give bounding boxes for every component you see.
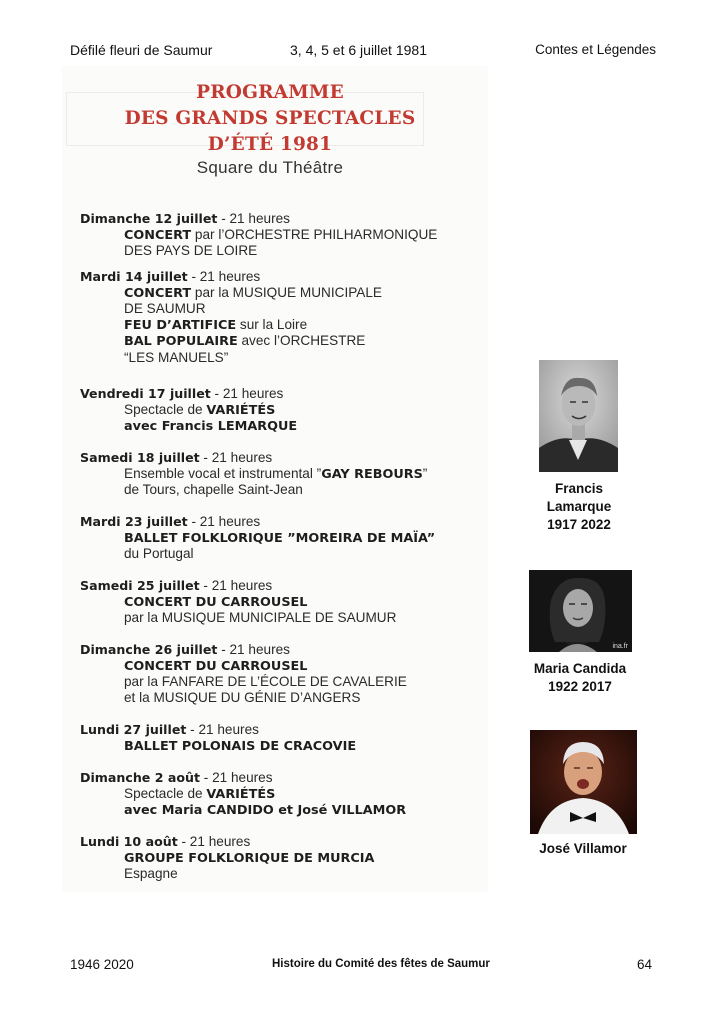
event-date-line [80, 386, 297, 402]
event-detail-line [124, 738, 356, 755]
event-date: Dimanche 26 juillet [80, 642, 218, 657]
event-time: - 21 heures [200, 770, 273, 785]
event-details [80, 285, 382, 366]
event-highlight: GAY REBOURS [321, 466, 423, 482]
event-text: de Tours, chapelle Saint-Jean [124, 482, 303, 497]
caption-line: Francis [554, 481, 604, 496]
portrait-maria-candida [529, 570, 632, 652]
event-time: - 21 heures [199, 450, 273, 465]
event-date: Dimanche 12 juillet [80, 211, 218, 226]
event-date: Samedi 25 juillet [80, 578, 200, 593]
caption-jose-villamor [510, 840, 656, 858]
event-details [80, 594, 396, 626]
event-highlight: VARIÉTÉS [206, 786, 276, 802]
event-details [80, 466, 427, 498]
event-text: par la MUSIQUE MUNICIPALE [191, 284, 382, 300]
event-detail-line [124, 850, 374, 867]
event-text: Ensemble vocal et instrumental ” [124, 465, 322, 481]
event-text: ” [422, 465, 428, 481]
event-date-line [80, 722, 356, 738]
event-highlight: CONCERT DU CARROUSEL [124, 658, 308, 674]
event-time: - 21 heures [186, 722, 259, 737]
event-date-line [80, 642, 407, 658]
event-details [80, 402, 297, 435]
program-title-line-3: D’ÉTÉ 1981 [207, 134, 333, 155]
event-detail-line [124, 418, 297, 435]
event-text: par la FANFARE DE L’ÉCOLE DE CAVALERIE [124, 674, 407, 689]
event-time: - 21 heures [177, 834, 251, 849]
event-date: Lundi 10 août [80, 834, 178, 849]
event-detail-line [124, 466, 427, 483]
event-item [80, 834, 374, 882]
event-time: - 21 heures [187, 514, 261, 529]
event-details [80, 658, 407, 706]
program-title [100, 80, 440, 158]
footer-center: Histoire du Comité des fêtes de Saumur [272, 958, 490, 970]
event-item [80, 386, 297, 435]
event-details [80, 738, 356, 755]
event-text: par la MUSIQUE MUNICIPALE DE SAUMUR [124, 610, 397, 625]
event-text: Espagne [124, 866, 178, 881]
event-time: - 21 heures [217, 211, 290, 226]
event-detail-line [124, 802, 406, 819]
event-text: “LES MANUELS” [124, 349, 229, 365]
event-date-line [80, 770, 406, 786]
event-detail-line [124, 317, 382, 334]
event-detail-line [124, 333, 382, 350]
event-detail-line [124, 530, 435, 547]
event-detail-line [124, 350, 382, 366]
event-item [80, 722, 356, 754]
caption-francis-lamarque [526, 480, 632, 534]
photo-jose-villamor [530, 730, 637, 834]
event-text: du Portugal [124, 546, 194, 561]
photo-francis-lamarque [539, 360, 618, 472]
caption-maria-candida [510, 660, 650, 696]
event-detail-line [124, 866, 374, 882]
event-date-line [80, 834, 374, 850]
event-details [80, 786, 406, 819]
caption-line: 1922 2017 [548, 679, 612, 694]
event-date: Samedi 18 juillet [80, 450, 200, 465]
event-item [80, 450, 427, 498]
event-text: par l’ORCHESTRE PHILHARMONIQUE [191, 226, 438, 242]
event-item [80, 578, 396, 626]
caption-line: Maria Candida [533, 661, 627, 676]
watermark-ina: ina.fr [612, 643, 628, 650]
event-date-line [80, 269, 382, 285]
event-highlight: avec Francis LEMARQUE [124, 419, 298, 434]
program-title-line-1: PROGRAMME [196, 82, 344, 103]
event-time: - 21 heures [217, 642, 290, 657]
event-highlight: BALLET POLONAIS DE CRACOVIE [124, 738, 357, 754]
event-detail-line [124, 610, 396, 626]
program-title-line-2: DES GRANDS SPECTACLES [124, 108, 416, 129]
event-item [80, 642, 407, 705]
event-text: Spectacle de [124, 785, 207, 801]
header-left: Défilé fleuri de Saumur [70, 42, 213, 58]
event-item [80, 269, 382, 365]
event-highlight: BALLET FOLKLORIQUE ”MOREIRA DE MAÏA” [124, 530, 436, 546]
event-time: - 21 heures [199, 578, 273, 593]
event-details [80, 850, 374, 882]
venue: Square du Théâtre [196, 158, 344, 177]
photo-maria-candida [529, 570, 632, 652]
event-detail-line [124, 786, 406, 803]
event-item [80, 514, 435, 562]
event-time: - 21 heures [187, 269, 261, 284]
header-right: Contes et Légendes [535, 42, 656, 57]
event-date: Vendredi 17 juillet [80, 386, 211, 401]
event-highlight: FEU D’ARTIFICE [124, 317, 237, 333]
event-highlight: CONCERT [124, 285, 192, 301]
event-text: DES PAYS DE LOIRE [124, 243, 258, 258]
event-detail-line [124, 301, 382, 317]
event-time: - 21 heures [210, 386, 284, 401]
event-highlight: VARIÉTÉS [206, 402, 276, 418]
portrait-francis-lamarque [539, 360, 618, 472]
event-detail-line [124, 594, 396, 611]
caption-line: José Villamor [539, 841, 627, 856]
event-detail-line [124, 546, 435, 562]
caption-line: Lamarque [546, 499, 612, 514]
portrait-jose-villamor [530, 730, 637, 834]
event-date-line [80, 578, 396, 594]
event-text: sur la Loire [236, 316, 308, 332]
page-number: 64 [637, 957, 653, 972]
event-date: Mardi 23 juillet [80, 514, 188, 529]
event-detail-line [124, 674, 407, 690]
event-text: et la MUSIQUE DU GÉNIE D’ANGERS [124, 689, 361, 705]
event-text: DE SAUMUR [124, 301, 206, 316]
event-text: avec l’ORCHESTRE [237, 333, 366, 348]
event-date: Lundi 27 juillet [80, 722, 187, 737]
caption-line: 1917 2022 [547, 517, 611, 532]
event-date-line [80, 514, 435, 530]
event-date-line [80, 211, 437, 227]
footer-left: 1946 2020 [70, 957, 134, 972]
event-highlight: avec Maria CANDIDO et José VILLAMOR [124, 803, 407, 818]
event-detail-line [124, 402, 297, 419]
event-date-line [80, 450, 427, 466]
event-highlight: CONCERT DU CARROUSEL [124, 594, 308, 610]
event-detail-line [124, 658, 407, 675]
event-detail-line [124, 227, 437, 244]
event-details [80, 227, 437, 259]
event-text: Spectacle de [124, 401, 207, 417]
event-detail-line [124, 482, 427, 498]
event-item [80, 211, 437, 259]
event-highlight: GROUPE FOLKLORIQUE DE MURCIA [124, 850, 375, 866]
event-highlight: CONCERT [124, 227, 192, 243]
event-detail-line [124, 243, 437, 259]
event-details [80, 530, 435, 562]
event-date: Mardi 14 juillet [80, 269, 188, 284]
event-date: Dimanche 2 août [80, 770, 200, 785]
event-detail-line [124, 285, 382, 302]
event-item [80, 770, 406, 819]
event-detail-line [124, 690, 407, 706]
event-highlight: BAL POPULAIRE [124, 334, 238, 349]
header-center: 3, 4, 5 et 6 juillet 1981 [290, 42, 427, 58]
